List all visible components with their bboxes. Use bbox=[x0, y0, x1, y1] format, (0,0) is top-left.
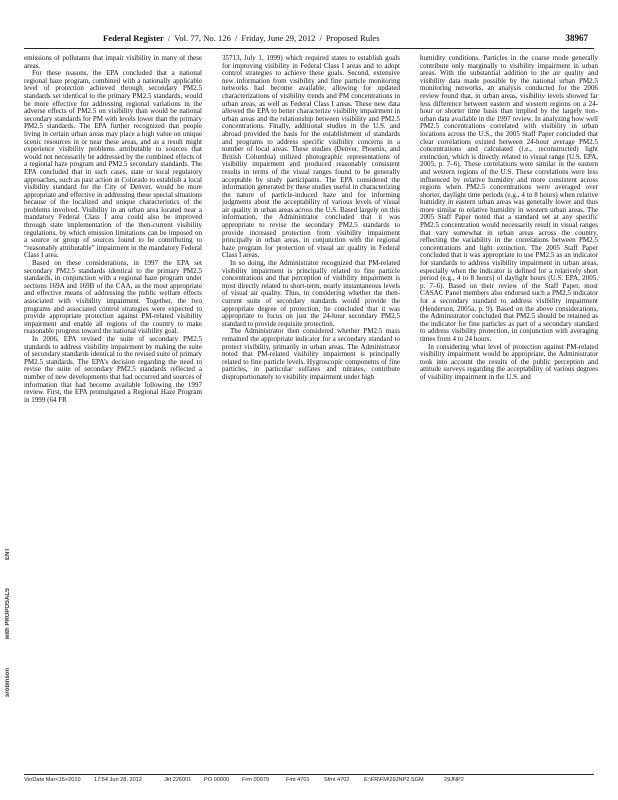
page-header bbox=[24, 33, 594, 47]
footer-time: 17:54 Jun 28, 2012 bbox=[94, 777, 142, 783]
header-citation: Federal Register / Vol. 77, No. 126 / Friday, June 29, 2012 / Proposed Rules bbox=[103, 33, 380, 43]
page-footer bbox=[24, 777, 594, 787]
header-rule bbox=[24, 48, 594, 49]
footer-rule bbox=[24, 774, 594, 775]
footer-file: E:\FR\FM\29JNP2.SGM bbox=[364, 777, 424, 783]
footer-code: 29JNP2 bbox=[444, 777, 464, 783]
footer-po: PO 00000 bbox=[204, 777, 230, 783]
footer-frm: Frm 00079 bbox=[242, 777, 270, 783]
issue-date: Friday, June 29, 2012 bbox=[241, 33, 316, 43]
margin-label-1: srobinson bbox=[5, 668, 11, 698]
section-name: Proposed Rules bbox=[325, 33, 380, 43]
paragraph: In considering what level of protection against PM-related visibility impairment would be appropriate, the Administrator took into account the results of the public perception and attitude surveys regarding the acceptability of various degrees of visibility impairment in the U.S. and bbox=[420, 342, 598, 381]
paragraph: humidity conditions. Particles in the coarse mode generally contribute only marginally to visibility impairment in urban areas. With the substantial addition to the air quality and visibility data made possible by the national urban PM2.5 monitoring networks, an analysis conducted for the 2006 review found that, in urban areas, visibility levels showed far less difference between eastern and western regions on a 24-hour or shorter time basis than implied by the largely non-urban data available in the 1997 review. In analyzing how well PM2.5 concentrations correlated with visibility in urban locations across the U.S., the 2005 Staff Paper concluded that clear correlations existed between 24-hour average PM2.5 concentrations and calculated (i.e., reconstructed) light extinction, which is directly related to visual range (U.S. EPA, 2005, p. 7–6). These correlations were similar in the eastern and western regions of the U.S. These correlations were less influenced by relative humidity and more consistent across regions when PM2.5 concentrations were averaged over shorter, daylight time periods (e.g., 4 to 8 hours) when relative humidity in eastern urban areas was generally lower and thus more similar to relative humidity in western urban areas. The 2005 Staff Paper noted that a standard set at any specific PM2.5 concentration would necessarily result in visual ranges that vary somewhat in urban areas across the country, reflecting the variability in the correlations between PM2.5 concentrations and light extinction. The 2005 Staff Paper concluded that it was appropriate to use PM2.5 as an indicator for standards to address visibility impairment in urban areas, especially when the indicator is defined for a relatively short period (e.g., 4 to 8 hours) of daylight hours (U.S. EPA, 2005, p. 7–6). Based on their review of the Staff Paper, most CASAC Panel members also endorsed such a PM2.5 indicator for a secondary standard to address visibility impairment (Henderson, 2005a, p. 9). Based on the above considerations, the Administrator concluded that PM2.5 should be retained as the indicator for fine particles as part of a secondary standard to address visibility protection, in conjunction with averaging times from 4 to 24 hours. bbox=[420, 55, 598, 343]
text-column-2 bbox=[222, 55, 400, 772]
paragraph: emissions of pollutants that impair visibility in many of these areas. bbox=[24, 55, 202, 70]
text-column-1 bbox=[24, 55, 202, 772]
footer-verdate: VerDate Mar<15>2010 bbox=[24, 777, 81, 783]
body-columns bbox=[24, 55, 598, 772]
margin-annotation bbox=[5, 548, 15, 768]
paragraph: 35713, July 1, 1999) which required states to establish goals for improving visibility in Federal Class I areas and to adopt control strategies to achieve these goals. Second, extensive new information from visibility and fine particle monitoring networks had become available, allowing for updated characterizations of visibility trends and PM concentrations in urban areas, as well as Federal Class I areas. These new data allowed the EPA to better characterize visibility impairment in urban areas and the relationship between visibility and PM2.5 concentrations. Finally, additional studies in the U.S. and abroad provided the basis for the establishment of standards and programs to address specific visibility concerns in a number of local areas. These studies (Denver, Phoenix, and British Columbia) utilized photographic representations of visibility impairment and produced reasonably consistent results in terms of the visual ranges found to be generally acceptable by study participants. The EPA considered the information generated by these studies useful in characterizing the nature of particle-induced haze and for informing judgments about the acceptability of various levels of visual air quality in urban areas across the U.S. Based largely on this information, the Administrator concluded that it was appropriate to revise the secondary PM2.5 standards to provide increased protection from visibility impairment principally in urban areas, in conjunction with the regional haze program for protection of visual air quality in Federal Class I areas. bbox=[222, 55, 400, 260]
paragraph: The Administrator then considered whether PM2.5 mass remained the appropriate indicator for a secondary standard to protect visibility, primarily in urban areas. The Administrator noted that PM-related visibility impairment is principally related to fine particle levels. Hygroscopic components of fine particles, in particular sulfates and nitrates, contribute disproportionately to visibility impairment under high bbox=[222, 327, 400, 381]
volume-number: Vol. 77, No. 126 bbox=[174, 33, 231, 43]
paragraph: In 2006, EPA revised the suite of secondary PM2.5 standards to address visibility impairment by making the suite of secondary standards identical to the revised suite of primary PM2.5 standards. The EPA’s decision regarding the need to revise the suite of secondary PM2.5 standards reflected a number of new developments that had occurred and sources of information that had become available following the 1997 review. First, the EPA promulgated a Regional Haze Program in 1999 (64 FR bbox=[24, 334, 202, 404]
page-number: 38967 bbox=[565, 33, 588, 43]
text-column-3 bbox=[420, 55, 598, 772]
footer-sfmt: Sfmt 4702 bbox=[324, 777, 350, 783]
paragraph: For these reasons, the EPA concluded that a national regional haze program, combined with a nationally applicable level of protection achieved through secondary PM2.5 standards set identical to the primary PM2.5 standards, would be more effective for addressing regional variations in the adverse effects of PM2.5 on visibility than would be national secondary standards for PM with levels lower than the primary PM2.5 standards. The EPA further recognized that people living in certain urban areas may place a high value on unique scenic resources in or near these areas, and as a result might experience visibility problems attributable to sources that would not necessarily be addressed by the combined effects of a regional haze program and PM2.5 secondary standards. The EPA concluded that in such cases, state or local regulatory approaches, such as past action in Colorado to establish a local visibility standard for the City of Denver, would be more appropriate and effective in addressing these special situations because of the localized and unique characteristics of the problems involved. Visibility in an urban area located near a mandatory Federal Class I area could also be improved through state implementation of the then-current visibility regulations, by which emission limitations can be imposed on a source or group of sources found to be contributing to “reasonably attributable” impairment in the mandatory Federal Class I area. bbox=[24, 69, 202, 260]
footer-fmt: Fmt 4701 bbox=[286, 777, 310, 783]
paragraph: Based on these considerations, in 1997 the EPA set secondary PM2.5 standards identical to the primary PM2.5 standards, in conjunction with a regional haze program under sections 169A and 169B of the CAA, as the most appropriate and effective means of addressing the public welfare effects associated with visibility impairment. Together, the two programs and associated control strategies were expected to provide appropriate protection against PM-related visibility impairment and enable all regions of the country to make reasonable progress toward the national visibility goal. bbox=[24, 259, 202, 336]
margin-label-3: ENT bbox=[5, 548, 11, 560]
publication-name: Federal Register bbox=[103, 33, 164, 43]
paragraph: In so doing, the Administrator recognized that PM-related visibility impairment is principally related to fine particle concentrations and that perception of visibility impairment is most directly related to short-term, nearly instantaneous levels of visual air quality. Thus, in considering whether the then-current suite of secondary standards would provide the appropriate degree of protection, he concluded that it was appropriate to focus on just the 24-hour secondary PM2.5 standard to provide requisite protection. bbox=[222, 259, 400, 328]
margin-label-2: with PROPOSALS bbox=[5, 588, 11, 640]
footer-jkt: Jkt 226001 bbox=[164, 777, 192, 783]
